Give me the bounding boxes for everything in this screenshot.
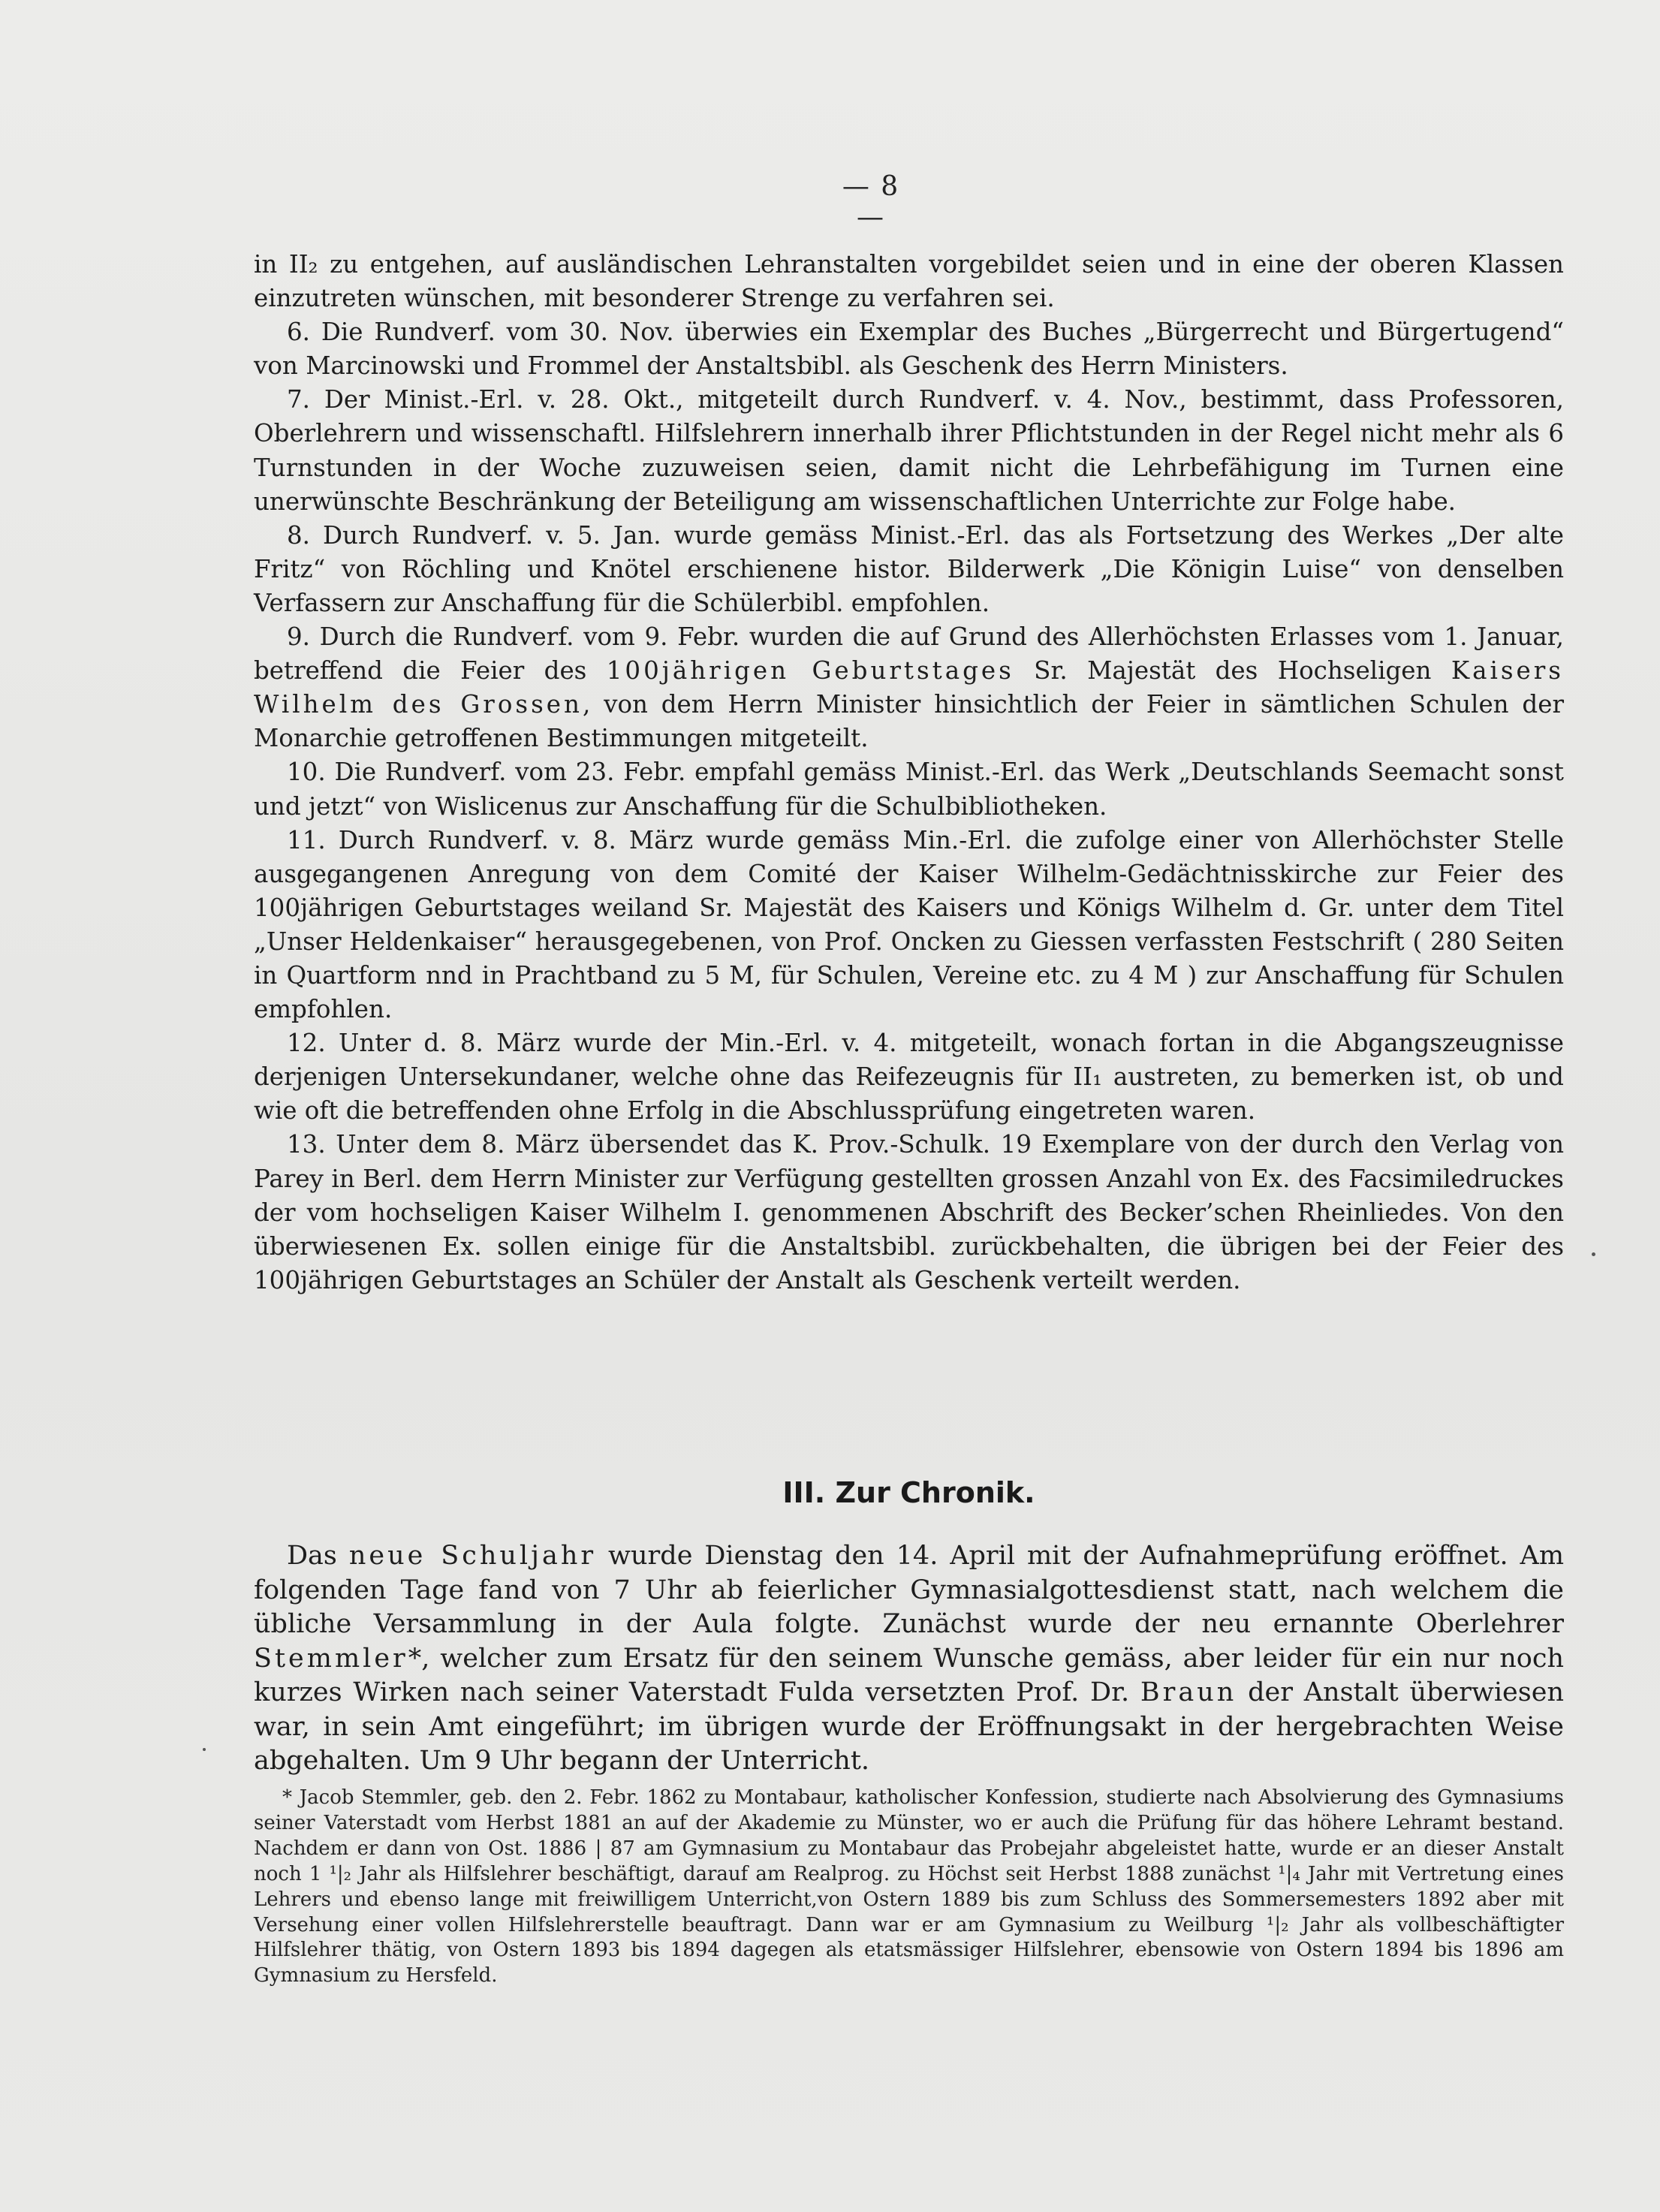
chronik-paragraph: [254, 1539, 1564, 1779]
chronik-text-c: wurde Dienstag den 14. April mit der Aufnahmeprüfung eröffnet. Am folgenden Tage fand von 7 Uhr ab feierlicher Gymnasialgottesdienst statt, nach welchem die übliche Versammlung in der Aula folgte. Zunächst wurde der neu ernannte Oberlehrer: [254, 1541, 1565, 1639]
chronik-emphasis-braun: Braun: [1140, 1677, 1237, 1707]
chronik-emphasis-school-year: neue Schuljahr: [348, 1541, 597, 1571]
paragraph-item-9-text-e: , von dem Herrn Minister hinsichtlich der Feier in sämtlichen Schulen der Monarchie getroffenen Bestimmungen mitgeteilt.: [254, 690, 1565, 753]
paragraph-item-8: 8. Durch Rundverf. v. 5. Jan. wurde gemäss Minist.-Erl. das als Fortsetzung des Werkes „Der alte Fritz“ von Röchling und Knötel erschienene histor. Bilderwerk „Die Königin Luise“ von denselben Verfassern zur Anschaffung für die Schülerbibl. empfohlen.: [254, 520, 1564, 617]
paragraph-item-7: 7. Der Minist.-Erl. v. 28. Okt., mitgeteilt durch Rundverf. v. 4. Nov., bestimmt, dass Professoren, Oberlehrern und wissenschaftl. Hilfslehrern innerhalb ihrer Pflichtstunden in der Regel nicht mehr als 6 Turnstunden in der Woche zuzuweisen seien, damit nicht die Lehrbefähigung im Turnen eine unerwünschte Beschränkung der Beteiligung am wissenschaftlichen Unterrichte zur Folge habe.: [254, 385, 1564, 516]
paragraph-item-13: 13. Unter dem 8. März übersendet das K. Prov.-Schulk. 19 Exemplare von der durch den Verlag von Parey in Berl. dem Herrn Minister zur Verfügung gestellten grossen Anzahl von Ex. des Facsimiledruckes der vom hochseligen Kaiser Wilhelm I. genommenen Abschrift des Becker’schen Rheinliedes. Von den überwiesenen Ex. sollen einige für die Anstaltsbibl. zurückbehalten, die übrigen bei der Feier des 100jährigen Geburtstages an Schüler der Anstalt als Geschenk verteilt werden.: [254, 1130, 1564, 1294]
paragraph-item-6: 6. Die Rundverf. vom 30. Nov. überwies ein Exemplar des Buches „Bürgerrecht und Bürgertugend“ von Marcinowski und Frommel der Anstaltsbibl. als Geschenk des Herrn Ministers.: [254, 318, 1564, 381]
chronik-emphasis-stemmler: Stemmler: [254, 1643, 408, 1674]
paragraph-item-9-emphasis-emperor: Kaisers Wilhelm des Grossen: [254, 656, 1564, 719]
chronik-text-g: der Anstalt überwiesen war, in sein Amt eingeführt; im übrigen wurde der Eröffnungsakt in der hergebrachten Weise abgehalten. Um 9 Uhr begann der Unterricht.: [254, 1677, 1564, 1776]
footnote: [254, 1786, 1564, 1989]
paragraph-item-9-emphasis-anniversary: 100jährigen Geburtstages: [606, 656, 1014, 686]
ordinances-list: [254, 248, 1564, 1297]
paragraph-item-11: 11. Durch Rundverf. v. 8. März wurde gemäss Min.-Erl. die zufolge einer von Allerhöchster Stelle ausgegangenen Anregung von dem Comité der Kaiser Wilhelm-Gedächtnisskirche zur Feier des 100jährigen Geburtstages weiland Sr. Majestät des Kaisers und Königs Wilhelm d. Gr. unter dem Titel „Unser Heldenkaiser“ herausgegebenen, von Prof. Oncken zu Giessen verfassten Festschrift ( 280 Seiten in Quartform nnd in Prachtband zu 5 M, für Schulen, Vereine etc. zu 4 M ) zur Anschaffung für Schulen empfohlen.: [254, 825, 1564, 1024]
section-heading-chronik: III. Zur Chronik.: [782, 1476, 1035, 1509]
footnote-text: * Jacob Stemmler, geb. den 2. Febr. 1862 zu Montabaur, katholischer Konfession, studierte nach Absolvierung des Gymnasiums seiner Vaterstadt vom Herbst 1881 an auf der Akademie zu Münster, wo er auch die Prüfung für das höhere Lehramt bestand. Nachdem er dann von Ost. 1886 | 87 am Gymnasium zu Montabaur das Probejahr abgeleistet hatte, wurde er an dieser Anstalt noch 1 ¹|₂ Jahr als Hilfslehrer beschäftigt, darauf am Realprog. zu Höchst seit Herbst 1888 zunächst ¹|₄ Jahr mit Vertretung eines Lehrers und ebenso lange mit freiwilligem Unterricht,von Ostern 1889 bis zum Schluss des Sommersemesters 1892 aber mit Versehung einer vollen Hilfslehrerstelle beauftragt. Dann war er am Gymnasium zu Weilburg ¹|₂ Jahr als vollbeschäftigter Hilfslehrer thätig, von Ostern 1893 bis 1894 dagegen als etatsmässiger Hilfslehrer, ebensowie von Ostern 1894 bis 1896 am Gymnasium zu Hersfeld.: [254, 1786, 1564, 1987]
paragraph-item-10: 10. Die Rundverf. vom 23. Febr. empfahl gemäss Minist.-Erl. das Werk „Deutschlands Seemacht sonst und jetzt“ von Wislicenus zur Anschaffung für die Schulbibliotheken.: [254, 758, 1564, 821]
scan-speck: [203, 1748, 206, 1751]
chronik-text-e: *, welcher zum Ersatz für den seinem Wunsche gemäss, aber leider für ein nur noch kurzes Wirken nach seiner Vaterstadt Fulda versetzten Prof. Dr.: [254, 1643, 1564, 1707]
paragraph-item-12: 12. Unter d. 8. März wurde der Min.-Erl. v. 4. mitgeteilt, wonach fortan in die Abgangszeugnisse derjenigen Untersekundaner, welche ohne das Reifezeugnis für II₁ austreten, zu bemerken ist, ob und wie oft die betreffenden ohne Erfolg in die Abschlussprüfung eingetreten waren.: [254, 1029, 1564, 1126]
paragraph-item-9-text-c: Sr. Majestät des Hochseligen: [1014, 656, 1451, 686]
chronik-text-a: Das: [287, 1541, 349, 1571]
paragraph-item-9-text-a: 9. Durch die Rundverf. vom 9. Febr. wurden die auf Grund des Allerhöchsten Erlasses vom 1. Januar, betreffend die Feier des: [254, 622, 1564, 686]
scan-speck: [1592, 1252, 1595, 1256]
paragraph-item-9: [254, 620, 1564, 755]
page-number: — 8 —: [842, 171, 900, 233]
chronik-section: [254, 1539, 1564, 1779]
paragraph-continuation: in II₂ zu entgehen, auf ausländ͏ischen Lehranstalten vorgebildet seien und in eine der oberen Klassen einzutreten wünschen, mit besonderer Strenge zu verfahren sei.: [254, 250, 1564, 313]
